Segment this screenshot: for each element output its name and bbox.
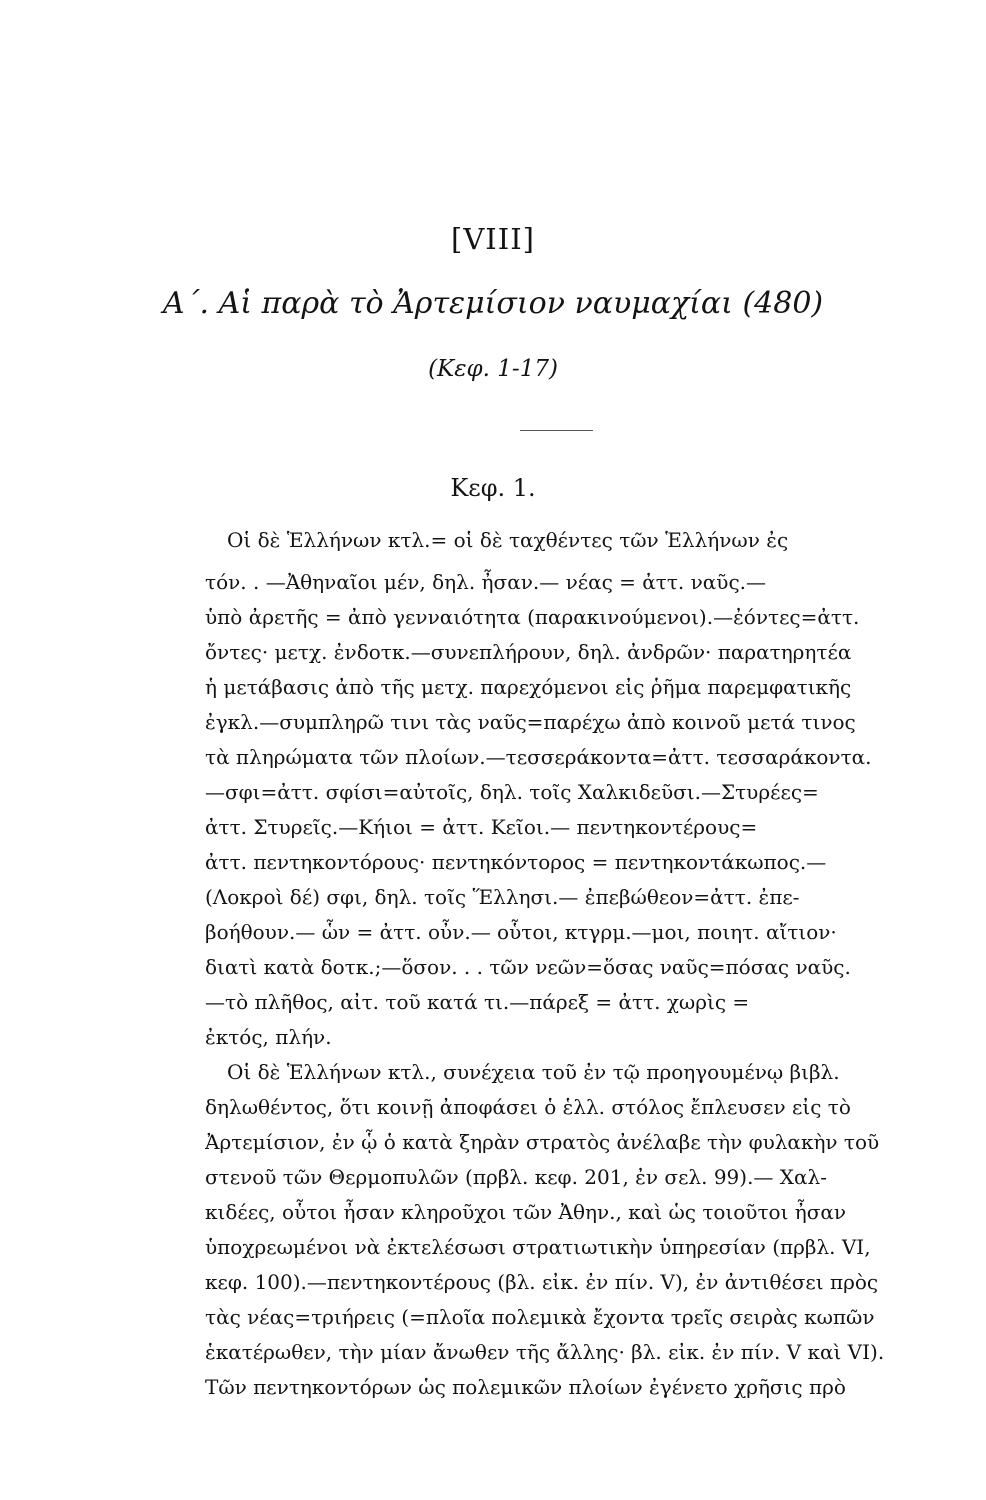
text-line: τόν. . —Ἀθηναῖοι μέν, δηλ. ἦσαν.— νέας = ἀττ. ναῦς.— [205, 570, 766, 594]
text-line: διατὶ κατὰ δοτκ.;—ὅσον. . . τῶν νεῶν=ὅσας ναῦς=πόσας ναῦς. [205, 955, 851, 979]
text-line: ἐγκλ.—συμπληρῶ τινι τὰς ναῦς=παρέχω ἀπὸ κοινοῦ μετά τινος [205, 710, 856, 734]
text-line: Οἱ δὲ Ἑλλήνων κτλ.= οἱ δὲ ταχθέντες τῶν Ἑλλήνων ἐς [227, 528, 789, 552]
text-line: Οἱ δὲ Ἑλλήνων κτλ., συνέχεια τοῦ ἐν τῷ προηγουμένῳ βιβλ. [227, 1060, 840, 1084]
text-line: Τῶν πεντηκοντόρων ὡς πολεμικῶν πλοίων ἐγένετο χρῆσις πρὸ [205, 1375, 846, 1399]
text-line: κιδέες, οὗτοι ἦσαν κληροῦχοι τῶν Ἀθην., καὶ ὡς τοιοῦτοι ἦσαν [205, 1200, 847, 1224]
text-line: —σφι=ἀττ. σφίσι=αὐτοῖς, δηλ. τοῖς Χαλκιδεῦσι.—Στυρέες= [205, 780, 819, 804]
text-line: ὑπὸ ἀρετῆς = ἀπὸ γενναιότητα (παρακινούμενοι).—ἐόντες=ἀττ. [205, 605, 860, 629]
text-line: ἀττ. πεντηκοντόρους· πεντηκόντορος = πεντηκοντάκωπος.— [205, 850, 827, 874]
text-line: δηλωθέντος, ὅτι κοινῇ ἀποφάσει ὁ ἑλλ. στόλος ἔπλευσεν εἰς τὸ [205, 1095, 851, 1119]
text-line: τὰς νέας=τριήρεις (=πλοῖα πολεμικὰ ἔχοντα τρεῖς σειρὰς κωπῶν [205, 1305, 875, 1329]
text-line: ὄντες· μετχ. ἐνδοτκ.—συνεπλήρουν, δηλ. ἀνδρῶν· παρατηρητέα [205, 640, 852, 664]
text-line: στενοῦ τῶν Θερμοπυλῶν (πρβλ. κεφ. 201, ἐν σελ. 99).— Χαλ- [205, 1165, 827, 1189]
text-line: κεφ. 100).—πεντηκοντέρους (βλ. εἰκ. ἐν πίν. V), ἐν ἀντιθέσει πρὸς [205, 1270, 879, 1294]
text-line: ἀττ. Στυρεῖς.—Κήιοι = ἀττ. Κεῖοι.— πεντηκοντέρους= [205, 815, 758, 839]
page-title: Α΄. Αἱ παρὰ τὸ Ἀρτεμίσιον ναυμαχίαι (480) [162, 286, 824, 321]
text-line: ἐκτός, πλήν. [205, 1025, 332, 1049]
text-line: Ἀρτεμίσιον, ἐν ᾧ ὁ κατὰ ξηρὰν στρατὸς ἀνέλαβε τὴν φυλακὴν τοῦ [205, 1130, 880, 1154]
text-line: —τὸ πλῆθος, αἰτ. τοῦ κατά τι.—πάρεξ = ἀττ. χωρὶς = [205, 990, 750, 1014]
text-line: ἑκατέρωθεν, τὴν μίαν ἄνωθεν τῆς ἄλλης· βλ. εἰκ. ἐν πίν. V καὶ VI). [205, 1340, 885, 1364]
text-line: τὰ πληρώματα τῶν πλοίων.—τεσσεράκοντα=ἀττ. τεσσαράκοντα. [205, 745, 872, 769]
text-line: βοήθουν.— ὧν = ἀττ. οὖν.— οὗτοι, κτγρμ.—μοι, ποιητ. αἴτιον· [205, 920, 837, 944]
chapter-range: (Κεφ. 1-17) [428, 356, 558, 382]
section-number: [VIII] [451, 222, 535, 256]
text-line: ὑποχρεωμένοι νὰ ἐκτελέσωσι στρατιωτικὴν ὑπηρεσίαν (πρβλ. VI, [205, 1235, 871, 1259]
text-line: (Λοκροὶ δέ) σφι, δηλ. τοῖς Ἕλλησι.— ἐπεβώθεον=ἀττ. ἐπε- [205, 885, 800, 909]
text-line: ἡ μετάβασις ἀπὸ τῆς μετχ. παρεχόμενοι εἰς ῥῆμα παρεμφατικῆς [205, 675, 852, 699]
divider [520, 430, 593, 431]
chapter-heading: Κεφ. 1. [450, 474, 536, 502]
